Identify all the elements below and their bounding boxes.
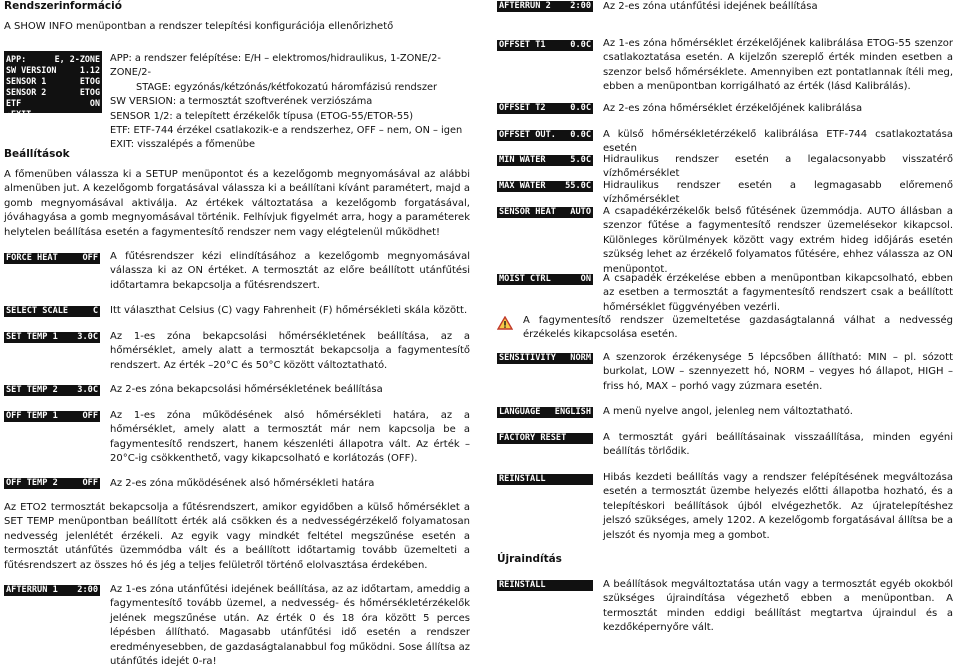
select-scale-description: Itt választhat Celsius (C) vagy Fahrenheit (F) hőmérsékleti skála között. — [110, 305, 468, 316]
set-temp-1-description: Az 1-es zóna bekapcsolási hőmérsékletének beállítása, az a hőmérséklet, amely alatt a termosztát bekapcsolja a fagymentesítő rendszert. Az érték –20°C és 50°C között változtatható. — [110, 331, 470, 371]
moist-ctrl-description: A csapadék érzékelése ebben a menüpontban kikapcsolható, ebben az esetben a termosztát a fagymentesítő rendszert csak a beállított hőmérséklet függvényében vezérli. — [603, 273, 953, 313]
menu-label-max-water: MAX WATER 55.0C — [499, 181, 591, 191]
menu-label-off-temp-2: OFF TEMP 2 OFF — [6, 478, 98, 488]
afterrun-1-description: Az 1-es zóna utánfűtési idejének beállítása, az az időtartam, ameddig a fagymentesítő tovább üzemel, a nedvesség- és hőmérsékletérzékelők jelének megszűnése után. Az érték 0 és 18 óra között 5 perces lépésben állítható. Magasabb utánfűtési idő esetén a rendszer eredményesebben, de gazdaságtalanabbul fog működni. Sose állítsa az utánfűtés idejét 0-ra! — [110, 584, 470, 668]
menu-label-select-scale: SELECT SCALE C — [6, 306, 98, 316]
min-water-description: Hidraulikus rendszer esetén a legalacsonyabb visszatérő vízhőmérséklet — [603, 154, 953, 180]
force-heat-description: A fűtésrendszer kézi elindításához a kezelőgomb megnyomásával válassza ki az ON értéket. A termosztát az előre beállított utánfűtési időtartamra bekapcsolja a fűtésrendszert. — [110, 251, 470, 291]
max-water-description: Hidraulikus rendszer esetén a legmagasabb előremenő vízhőmérséklet — [603, 180, 953, 206]
menu-label-reinstall-restart: REINSTALL — [497, 580, 593, 591]
sensor-heat-description: A csapadékérzékelők belső fűtésének üzemmódja. AUTO állásban a szenzor fűtése a fagymentesítő rendszer üzemelésekor kikapcsol. Különleges körülmények között vagy extrém hideg időjárás esetén szükség lehet az érzékelő folyamatos fűtésére, ehhez válassza az ON menüpontot. — [603, 206, 953, 275]
info-row-sensor1: SENSOR 1 ETOG — [6, 76, 100, 86]
menu-label-force-heat: FORCE HEAT OFF — [6, 253, 98, 263]
menu-label-offset-t2: OFFSET T2 0.0C — [499, 103, 591, 113]
menu-label-afterrun-1: AFTERRUN 1 2:00 — [6, 585, 98, 595]
afterrun-2-description: Az 2-es zóna utánfűtési idejének beállítása — [603, 1, 818, 12]
info-row-sw: SW VERSION 1.12 — [6, 65, 100, 75]
moist-warning-text: A fagymentesítő rendszer üzemeltetése gazdaságtalanná válhat a nedvesség érzékelés kikapcsolása esetén. — [523, 315, 953, 341]
info-line: ETF: ETF-744 érzékel csatlakozik-e a rendszerhez, OFF – nem, ON – igen — [110, 125, 463, 137]
menu-label-off-temp-1: OFF TEMP 1 OFF — [6, 411, 98, 421]
info-line: APP: a rendszer felépítése: E/H – elektromos/hidraulikus, 1-ZONE/2-ZONE/2- — [110, 53, 441, 79]
menu-label-moist-ctrl: MOIST CTRL ON — [499, 274, 591, 284]
info-row-app: APP: E, 2-ZONE — [6, 54, 100, 64]
menu-label-set-temp-2: SET TEMP 2 3.0C — [6, 385, 98, 395]
reinstall-description: Hibás kezdeti beállítás vagy a rendszer felépítésének megváltozása esetén a termosztát üzembe helyezés előtti állapotba hozható, és a telepítéskori beállítások újból elvégezhetők. Az újratelepítéshez jelszó szükséges, amely 1202. A kezelőgomb forgatásával állítsa be a jelszót és nyomja meg a gombot. — [603, 472, 953, 541]
settings-heading: Beállítások — [4, 148, 70, 160]
menu-label-set-temp-1: SET TEMP 1 3.0C — [6, 332, 98, 342]
info-screen — [4, 51, 102, 119]
restart-heading: Újraindítás — [497, 553, 562, 565]
menu-label-factory-reset: FACTORY RESET — [497, 433, 593, 444]
menu-label-sensitivity: SENSITIVITY NORM — [499, 353, 591, 363]
system-info-heading: Rendszerinformáció — [4, 0, 122, 12]
offset-t1-description: Az 1-es zóna hőmérséklet érzékelőjének kalibrálása ETOG-55 szenzor csatlakoztatása esetén. A kijelzőn szereplő érték minden esetben a szenzor belső hőmérséklete. Amennyiben ezt pontatlannak ítéli meg, ebben a menüpontban korrigálható az érték (lásd Kalibrálás). — [603, 38, 953, 93]
sensitivity-description: A szenzorok érzékenysége 5 lépcsőben állítható: MIN – pl. sózott burkolat, LOW – szennyezett hó, NORM – vegyes hó állapot, HIGH – friss hó, MAX – porhó vagy zúzmara esetén. — [603, 352, 953, 392]
menu-label-language: LANGUAGE ENGLISH — [499, 407, 591, 417]
info-line: SW VERSION: a termosztát szoftverének verziószáma — [110, 96, 373, 108]
info-row-etf: ETF ON — [6, 98, 100, 108]
info-explanation — [110, 52, 470, 153]
info-line: EXIT: visszalépés a főmenübe — [110, 139, 255, 151]
eto-paragraph: Az ETO2 termosztát bekapcsolja a fűtésrendszert, amikor egyidőben a külső hőmérséklet a SET TEMP menüpontban beállított érték alá csökken és a nedvességérzékelő folyamatosan nedvesség jelenlétét érzékeli. Az egyik vagy mindkét feltétel megszűnése esetén a termosztát utánfűtés üzemmódba vált és a beállított időtartamig tovább üzemelteti a fűtésrendszert az összes hó és jég a teljes felületről történő elolvasztása érdekében. — [4, 502, 470, 571]
menu-label-sensor-heat: SENSOR HEAT AUTO — [499, 207, 591, 217]
set-temp-2-description: Az 2-es zóna bekapcsolási hőmérsékletének beállítása — [110, 384, 383, 395]
restart-description: A beállítások megváltoztatása után vagy a termosztát egyéb okokból szükséges újraindítása végezhető ebben a menüpontban. A termosztát minden eddigi beállítást megtartva újraindul és a kezdőképernyőre vált. — [603, 579, 953, 634]
warning-icon — [497, 316, 513, 330]
menu-label-reinstall: REINSTALL — [497, 474, 593, 485]
language-description: A menü nyelve angol, jelenleg nem változtatható. — [603, 406, 853, 417]
menu-label-afterrun-2: AFTERRUN 2 2:00 — [499, 1, 591, 11]
offset-t2-description: Az 2-es zóna hőmérséklet érzékelőjének kalibrálása — [603, 103, 863, 114]
system-info-intro: A SHOW INFO menüpontban a rendszer telepítési konfigurációja ellenőrizhető — [4, 21, 394, 32]
settings-intro: A főmenüben válassza ki a SETUP menüpontot és a kezelőgomb megnyomásával az alábbi almenüben jut. A kezelőgomb forgatásával válassza ki a beállítani kívánt paramétert, majd a gomb megnyomásával aktiválja. Az értékek változtatása a kezelőgomb forgatásával, jóváhagyása a gomb megnyomásával történik. Felhívjuk figyelmét arra, hogy a paraméterek helytelen beállítása esetén a fagymentesítő rendszer nem vagy elégtelenül működhet! — [4, 169, 470, 238]
menu-label-min-water: MIN WATER 5.0C — [499, 155, 591, 165]
info-line: STAGE: egyzónás/kétzónás/kétfokozatú háromfázisú rendszer — [136, 81, 438, 93]
off-temp-2-description: Az 2-es zóna működésének alsó hőmérsékleti határa — [110, 478, 375, 489]
factory-reset-description: A termosztát gyári beállításainak visszaállítása, minden egyéni beállítás törlődik. — [603, 432, 953, 458]
menu-label-offset-out: OFFSET OUT. 0.0C — [499, 130, 591, 140]
info-line: SENSOR 1/2: a telepített érzékelők típusa (ETOG-55/ETOR-55) — [110, 110, 414, 122]
offset-out-description: A külső hőmérsékletérzékelő kalibrálása ETF-744 csatlakoztatása esetén — [603, 129, 953, 155]
info-row-exit: ➔EXIT — [6, 109, 32, 119]
off-temp-1-description: Az 1-es zóna működésének alsó hőmérsékleti határa, az a hőmérséklet, amely alatt a termosztát már nem kapcsolja be a fagymentesítő rendszert, hanem készenléti állapotra vált. Az érték –20°C-ig csökkenthető, vagy kikapcsolható e korlátozás (OFF). — [110, 410, 470, 465]
menu-label-offset-t1: OFFSET T1 0.0C — [499, 40, 591, 50]
info-row-sensor2: SENSOR 2 ETOG — [6, 87, 100, 97]
